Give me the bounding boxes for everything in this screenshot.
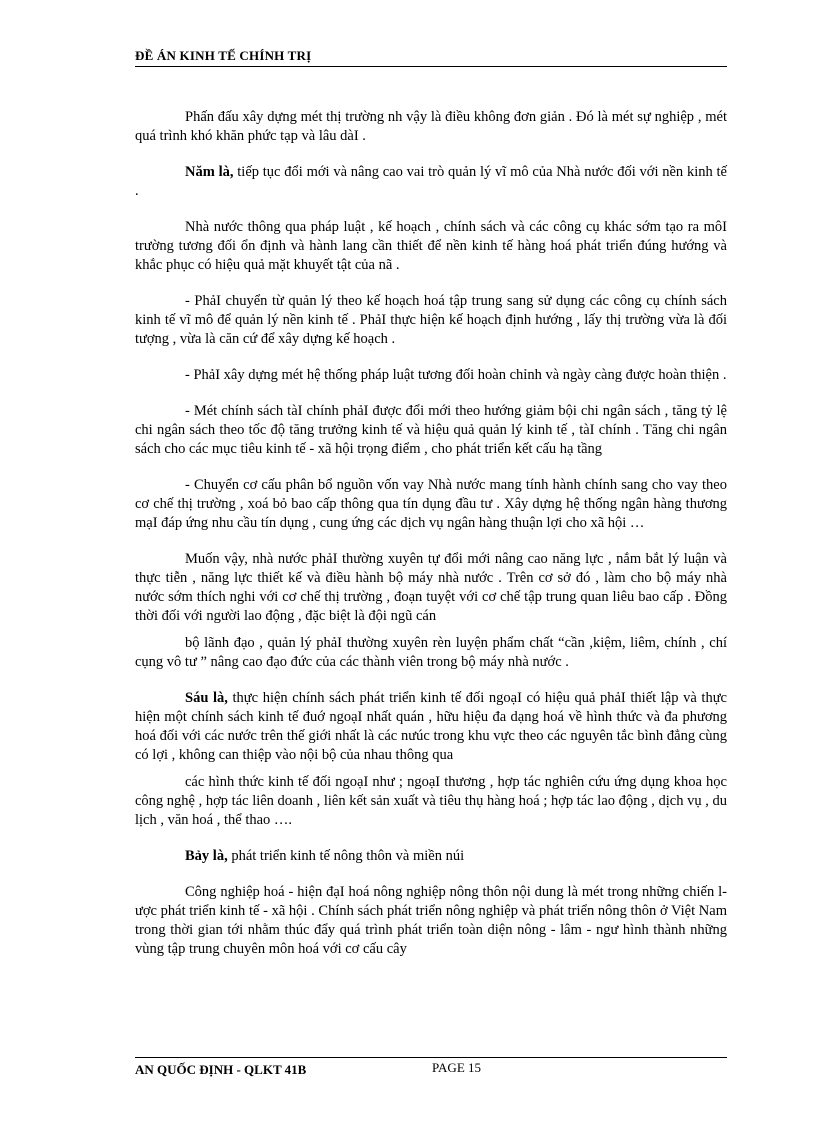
paragraph — [135, 883, 727, 959]
paragraph-text: phát triển kinh tế nông thôn và miền núi — [227, 848, 465, 864]
paragraph — [135, 163, 727, 201]
paragraph-text: Muốn vậy, nhà nước phảI thường xuyên tự đổi mới nâng cao năng lực , nắm bắt lý luận và thực tiễn , năng lực thiết kế và điều hành bộ máy nhà nước . Trên cơ sở đó , làm cho bộ máy nhà nước sớm thích nghi với cơ chế thị trường , đoạn tuyệt với cơ chế tập trung quan liêu bao cấp . Đồng thời đối với người lao động , đặc biệt là đội ngũ cán — [135, 551, 727, 624]
paragraph-text: - Chuyển cơ cấu phân bổ nguồn vốn vay Nhà nước mang tính hành chính sang cho vay theo cơ chế thị trường , xoá bỏ bao cấp thông qua tín dụng đầu tư . Xây dựng hệ thống ngân hàng thương mạI đáp ứng nhu cầu tín dụng , cung ứng các dịch vụ ngân hàng thuận lợi cho xã hội … — [135, 477, 727, 531]
paragraph — [135, 773, 727, 830]
page-header-title: ĐỀ ÁN KINH TẾ CHÍNH TRỊ — [135, 48, 727, 67]
paragraph-text: - Mét chính sách tàI chính phảI được đổi mới theo hướng giảm bội chi ngân sách , tăng tỷ lệ chi ngân sách theo tốc độ tăng trưởng kinh tế và hiệu quả quản lý kinh tế , tàI chính . Tăng chi ngân sách cho các mục tiêu kinh tế - xã hội trọng điểm , cho phát triển kết cấu hạ tầng — [135, 403, 727, 457]
paragraph-lead: Năm là, — [185, 164, 234, 180]
paragraph-text: - PhảI xây dựng mét hệ thống pháp luật tương đối hoàn chỉnh và ngày càng được hoàn thiện . — [185, 367, 727, 383]
paragraph — [135, 847, 727, 866]
footer-page-number: PAGE 15 — [432, 1060, 482, 1075]
paragraph-text: Công nghiệp hoá - hiện đạI hoá nông nghiệp nông thôn nội dung là mét trong những chiến lược phát triển kinh tế - xã hội . Chính sách phát triển nông nghiệp và phát triển nông thôn ở Việt Nam trong thời gian tới nhằm thúc đẩy quá trình phát triển toàn diện nông - lâm - ngư hình thành những vùng tập trung chuyên môn hoá với cơ cấu cây — [135, 884, 727, 957]
paragraph-text: các hình thức kinh tế đối ngoạI như ; ngoạI thương , hợp tác nghiên cứu ứng dụng khoa học công nghệ , hợp tác liên doanh , liên kết sản xuất và tiêu thụ hàng hoá ; hợp tác lao động , dịch vụ , du lịch , văn hoá , thể thao …. — [135, 774, 727, 828]
paragraph — [135, 366, 727, 385]
paragraph — [135, 402, 727, 459]
paragraph-lead: Bảy là, — [185, 848, 228, 864]
paragraph — [135, 108, 727, 146]
paragraph — [135, 218, 727, 275]
paragraph — [135, 550, 727, 626]
paragraph — [135, 292, 727, 349]
paragraph-text: Nhà nước thông qua pháp luật , kế hoạch , chính sách và các công cụ khác sớm tạo ra môI trường tương đối ổn định và hành lang cần thiết để nền kinh tế hàng hoá phát triển đúng hướng và khắc phục có hiệu quả mặt khuyết tật của nã . — [135, 219, 727, 273]
paragraph-text: thực hiện chính sách phát triển kinh tế đối ngoạI có hiệu quả phảI thiết lập và thực hiện một chính sách kinh tế đuớ ngoạI nhất quán , hữu hiệu đa dạng hoá về hình thức và đa phương hoá đối với các nước trên thế giới nhất là các nưúc trong khu vực theo các nguyên tắc bình đẳng cùng có lợi , không can thiệp vào nội bộ của nhau thông qua — [135, 690, 727, 763]
paragraph — [135, 634, 727, 672]
paragraph-lead: Sáu là, — [185, 690, 228, 706]
paragraph — [135, 689, 727, 765]
paragraph-text: - PhảI chuyển từ quản lý theo kế hoạch hoá tập trung sang sử dụng các công cụ chính sách kinh tế vĩ mô để quản lý nền kinh tế . PhảI thực hiện kế hoạch định hướng , lấy thị trường vừa là đối tượng , vừa là căn cứ để xây dựng kế hoạch . — [135, 293, 727, 347]
paragraph-text: bộ lãnh đạo , quản lý phảI thường xuyên rèn luyện phẩm chất “cần ,kiệm, liêm, chính , chí cụng vô tư ” nâng cao đạo đức của các thành viên trong bộ máy nhà nước . — [135, 635, 727, 670]
document-body — [135, 108, 727, 976]
paragraph-text: Phấn đấu xây dựng mét thị trường nh vậy là điều không đơn giản . Đó là mét sự nghiệp , mét quá trình khó khăn phức tạp và lâu dàI . — [135, 109, 727, 144]
paragraph — [135, 476, 727, 533]
paragraph-text: tiếp tục đổi mới và nâng cao vai trò quản lý vĩ mô của Nhà nước đối với nền kinh tế . — [135, 164, 727, 199]
footer-divider — [135, 1057, 727, 1058]
footer-author: AN QUỐC ĐỊNH - QLKT 41B — [135, 1062, 307, 1077]
